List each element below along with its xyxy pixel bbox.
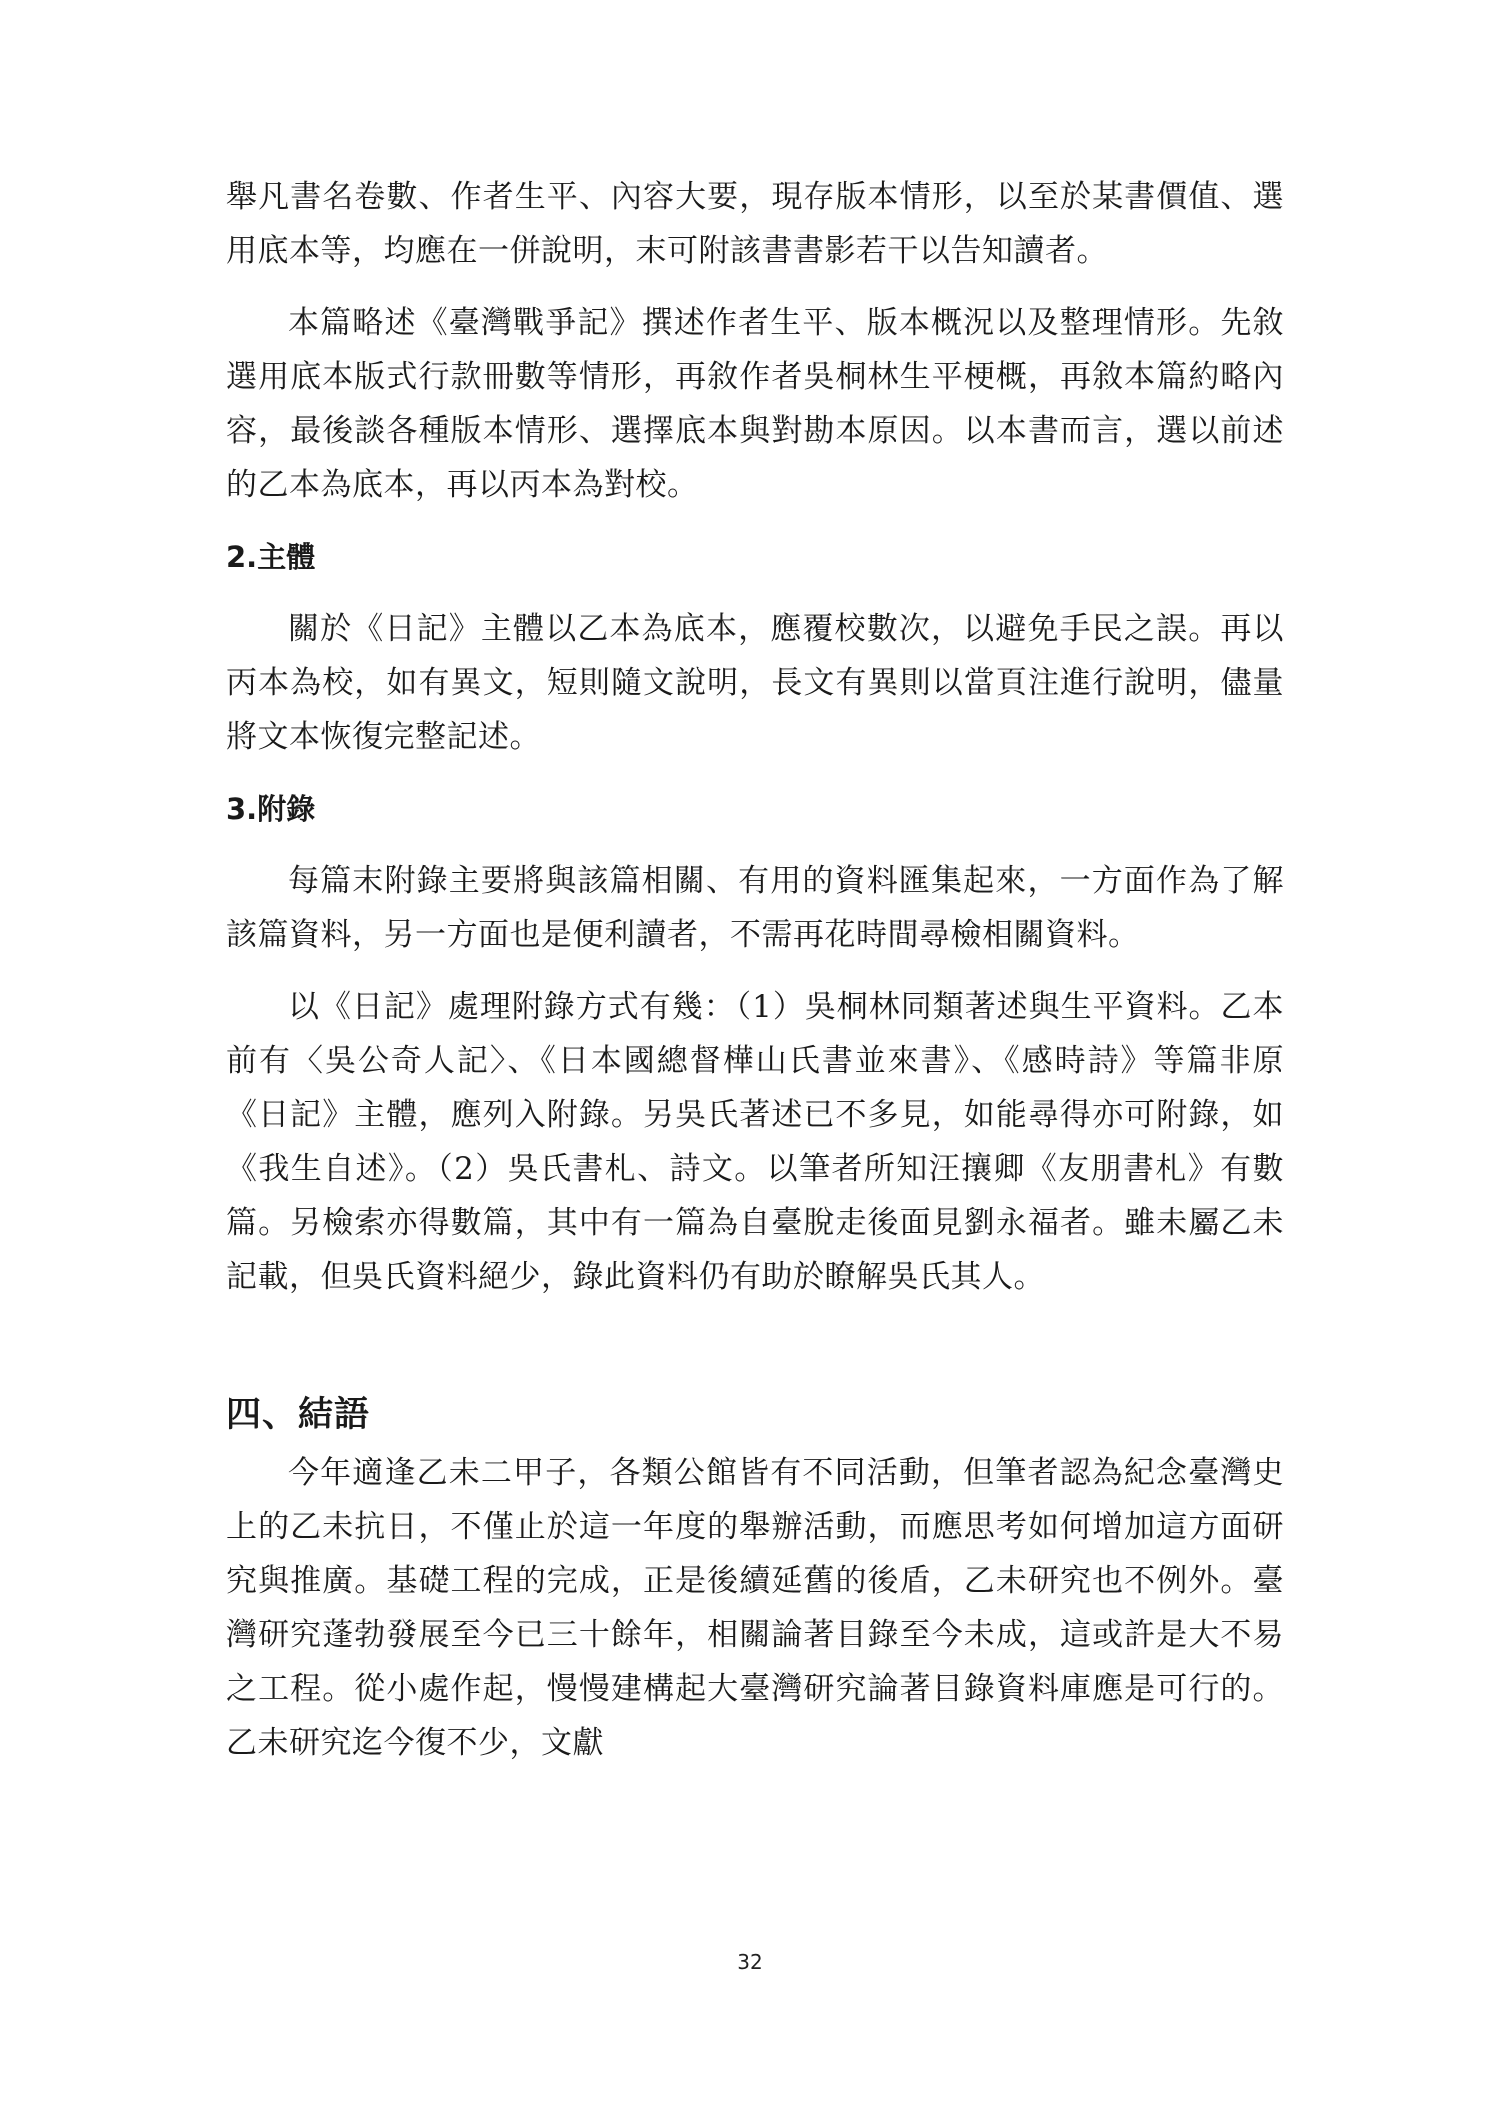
- paragraph-appendix-purpose: 每篇末附錄主要將與該篇相關、有用的資料匯集起來，一方面作為了解該篇資料，另一方面也是便利讀者，不需再花時間尋檢相關資料。: [226, 863, 1284, 953]
- paragraph-preface-continued: 舉凡書名卷數、作者生平、內容大要，現存版本情形，以至於某書價值、選用底本等，均應在一併說明，末可附該書書影若干以告知讀者。: [226, 179, 1284, 269]
- paragraph-overview: 本篇略述《臺灣戰爭記》撰述作者生平、版本概況以及整理情形。先敘選用底本版式行款冊數等情形，再敘作者吳桐林生平梗概，再敘本篇約略內容，最後談各種版本情形、選擇底本與對勘本原因。以本書而言，選以前述的乙本為底本，再以丙本為對校。: [226, 305, 1284, 503]
- document-body: [226, 170, 1284, 1788]
- subheading-main-body: 2.主體: [226, 540, 316, 574]
- paragraph-appendix-methods: 以《日記》處理附錄方式有幾：（1）吳桐林同類著述與生平資料。乙本前有〈吳公奇人記〉、《日本國總督樺山氏書並來書》、《感時詩》等篇非原《日記》主體，應列入附錄。另吳氏著述已不多見，如能尋得亦可附錄，如《我生自述》。（2）吳氏書札、詩文。以筆者所知汪攘卿《友朋書札》有數篇。另檢索亦得數篇，其中有一篇為自臺脫走後面見劉永福者。雖未屬乙未記載，但吳氏資料絕少，錄此資料仍有助於瞭解吳氏其人。: [226, 989, 1284, 1295]
- page-number: 32: [737, 1950, 763, 1974]
- subheading-appendix: 3.附錄: [226, 792, 316, 826]
- paragraph-conclusion: 今年適逢乙未二甲子，各類公館皆有不同活動，但筆者認為紀念臺灣史上的乙未抗日，不僅止於這一年度的舉辦活動，而應思考如何增加這方面研究與推廣。基礎工程的完成，正是後續延舊的後盾，乙未研究也不例外。臺灣研究蓬勃發展至今已三十餘年，相關論著目錄至今未成，這或許是大不易之工程。從小處作起，慢慢建構起大臺灣研究論著目錄資料庫應是可行的。乙未研究迄今復不少，文獻: [226, 1455, 1284, 1761]
- paragraph-main-body: 關於《日記》主體以乙本為底本，應覆校數次，以避免手民之誤。再以丙本為校，如有異文，短則隨文說明，長文有異則以當頁注進行說明，儘量將文本恢復完整記述。: [226, 611, 1284, 755]
- section-title-conclusion: 四、結語: [226, 1395, 371, 1435]
